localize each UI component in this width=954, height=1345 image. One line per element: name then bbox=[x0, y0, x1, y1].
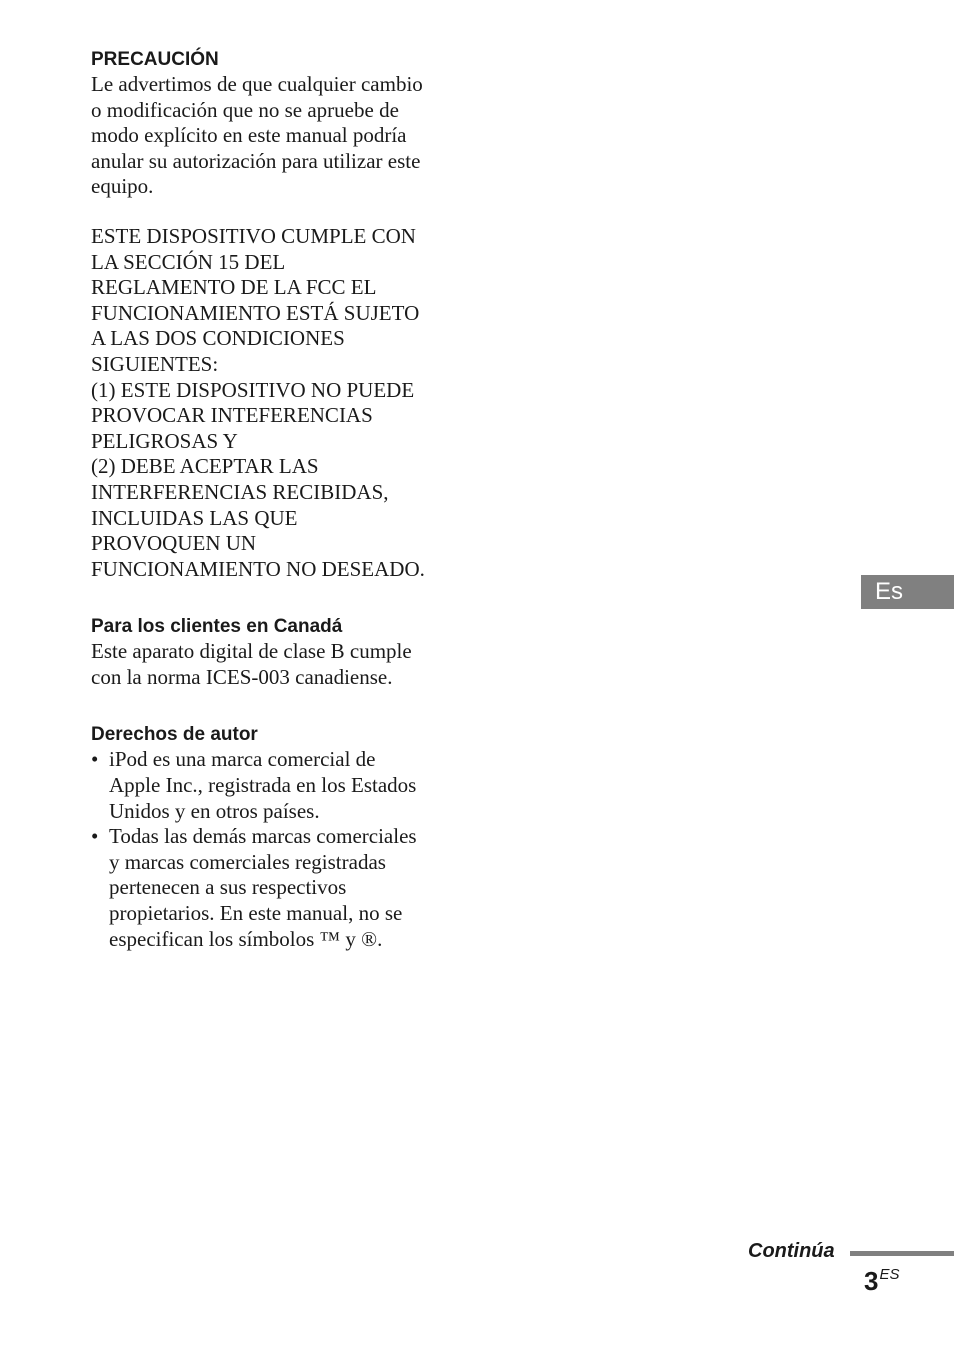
fcc-line: PROVOCAR INTEFERENCIAS bbox=[91, 403, 373, 428]
fcc-section bbox=[91, 224, 461, 582]
canada-line: Este aparato digital de clase B cumple bbox=[91, 639, 412, 664]
precaucion-section bbox=[91, 48, 461, 200]
fcc-line: INTERFERENCIAS RECIBIDAS, bbox=[91, 479, 389, 504]
fcc-line: FUNCIONAMIENTO ESTÁ SUJETO bbox=[91, 300, 420, 325]
list-item-line: Todas las demás marcas comerciales bbox=[109, 824, 417, 849]
main-column bbox=[91, 48, 461, 952]
canada-heading: Para los clientes en Canadá bbox=[91, 616, 343, 638]
fcc-line: REGLAMENTO DE LA FCC EL bbox=[91, 275, 377, 300]
precaucion-line: modo explícito en este manual podría bbox=[91, 123, 407, 148]
precaucion-line: equipo. bbox=[91, 174, 154, 199]
list-item-line: y marcas comerciales registradas bbox=[109, 849, 386, 874]
page-number-suffix: ES bbox=[879, 1266, 900, 1283]
precaucion-line: anular su autorización para utilizar este bbox=[91, 148, 421, 173]
list-item-line: pertenecen a sus respectivos bbox=[109, 875, 347, 900]
continues-label: Continúa bbox=[748, 1240, 835, 1262]
fcc-line: ESTE DISPOSITIVO CUMPLE CON bbox=[91, 223, 416, 248]
fcc-line: A LAS DOS CONDICIONES bbox=[91, 326, 345, 351]
bullet-icon: • bbox=[91, 824, 99, 849]
precaucion-heading: PRECAUCIÓN bbox=[91, 49, 219, 70]
list-item-line: especifican los símbolos ™ y ®. bbox=[109, 926, 383, 951]
bullet-icon: • bbox=[91, 747, 99, 772]
paragraph-spacer bbox=[91, 200, 461, 224]
derechos-section bbox=[91, 723, 461, 952]
list-item-line: Unidos y en otros países. bbox=[109, 798, 320, 823]
canada-section bbox=[91, 615, 461, 690]
fcc-line: (2) DEBE ACEPTAR LAS bbox=[91, 454, 319, 479]
precaucion-line: Le advertimos de que cualquier cambio bbox=[91, 72, 423, 96]
list-item bbox=[91, 747, 461, 824]
fcc-line: (1) ESTE DISPOSITIVO NO PUEDE bbox=[91, 377, 415, 402]
fcc-line: PROVOQUEN UN bbox=[91, 531, 257, 556]
list-item-line: Apple Inc., registrada en los Estados bbox=[109, 773, 417, 798]
fcc-line: INCLUIDAS LAS QUE bbox=[91, 505, 298, 530]
list-item-line: propietarios. En este manual, no se bbox=[109, 901, 403, 926]
section-spacer bbox=[91, 582, 461, 615]
canada-line: con la norma ICES-003 canadiense. bbox=[91, 664, 393, 689]
language-tab: Es bbox=[861, 575, 954, 609]
continues-bar bbox=[850, 1251, 954, 1256]
list-item-line: iPod es una marca comercial de bbox=[109, 747, 376, 772]
section-spacer bbox=[91, 690, 461, 723]
fcc-line: PELIGROSAS Y bbox=[91, 428, 238, 453]
list-item bbox=[91, 824, 461, 952]
derechos-heading: Derechos de autor bbox=[91, 724, 258, 746]
fcc-line: LA SECCIÓN 15 DEL bbox=[91, 249, 286, 274]
page-number bbox=[864, 1266, 899, 1296]
page-number-value: 3 bbox=[864, 1266, 879, 1296]
precaucion-line: o modificación que no se apruebe de bbox=[91, 97, 399, 122]
fcc-line: FUNCIONAMIENTO NO DESEADO. bbox=[91, 556, 425, 581]
fcc-line: SIGUIENTES: bbox=[91, 351, 219, 376]
